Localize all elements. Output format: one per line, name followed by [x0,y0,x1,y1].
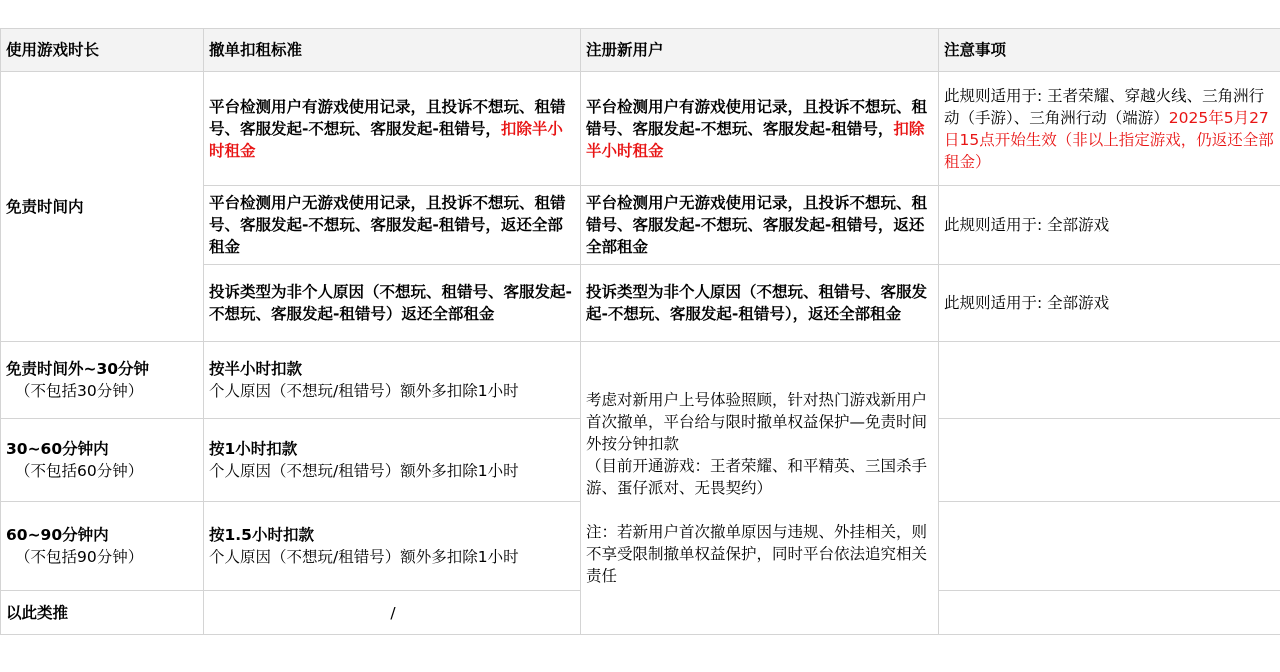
newuser-note-gap [586,499,935,521]
r4-notes [939,342,1280,419]
rules-table [0,28,1280,635]
free-r2-newuser: 平台检测用户无游戏使用记录，且投诉不想玩、租错号、客服发起-不想玩、客服发起-租错号，返还全部租金 [581,186,939,265]
r4-deduction [204,342,581,419]
r6-duration [1,502,204,591]
free-r1-deduction [204,72,581,186]
free-r2-deduction: 平台检测用户无游戏使用记录，且投诉不想玩、租错号、客服发起-不想玩、客服发起-租错号，返还全部租金 [204,186,581,265]
free-r1-newuser [581,72,939,186]
free-r3-newuser: 投诉类型为非个人原因（不想玩、租错号、客服发起-不想玩、客服发起-租错号），返还全部租金 [581,265,939,342]
r7-duration-label: 以此类推 [1,591,204,635]
r6-duration-sub: （不包括90分钟） [15,548,144,566]
table-row [1,342,1280,419]
r6-deduction [204,502,581,591]
r5-deduction-text: 个人原因（不想玩/租错号）额外多扣除1小时 [209,462,519,480]
header-new-user: 注册新用户 [581,29,939,72]
r5-deduction-title: 按1小时扣款 [209,440,298,458]
rules-table-sheet [0,28,1280,635]
r6-notes [939,502,1280,591]
free-r3-deduction: 投诉类型为非个人原因（不想玩、租错号、客服发起-不想玩、客服发起-租错号）返还全部租金 [204,265,581,342]
r5-duration [1,419,204,502]
free-r3-notes: 此规则适用于: 全部游戏 [939,265,1280,342]
free-r1-deduction-text: 平台检测用户有游戏使用记录，且投诉不想玩、租错号、客服发起-不想玩、客服发起-租错号， [209,97,566,138]
header-notes: 注意事项 [939,29,1280,72]
table-row [1,72,1280,186]
r6-deduction-title: 按1.5小时扣款 [209,526,314,544]
header-duration: 使用游戏时长 [1,29,204,72]
header-row [1,29,1280,72]
newuser-note-p2: （目前开通游戏：王者荣耀、和平精英、三国杀手游、蛋仔派对、无畏契约） [586,457,928,497]
r6-duration-label: 60~90分钟内 [6,526,109,544]
r4-duration-sub: （不包括30分钟） [15,382,144,400]
free-r1-newuser-text: 平台检测用户有游戏使用记录，且投诉不想玩、租错号、客服发起-不想玩、客服发起-租错号， [586,97,928,138]
r4-duration-label: 免责时间外~30分钟 [6,360,150,378]
free-r1-newuser-highlight: 扣除半小时租金 [586,119,925,160]
free-r1-notes-highlight: 2025年5月27日15点开始生效（非以上指定游戏，仍返还全部租金） [944,108,1274,171]
r6-deduction-text: 个人原因（不想玩/租错号）额外多扣除1小时 [209,548,519,566]
r7-notes [939,591,1280,635]
free-r1-notes-text: 此规则适用于: 王者荣耀、穿越火线、三角洲行动（手游）、三角洲行动（端游） [944,86,1265,127]
free-r2-notes: 此规则适用于: 全部游戏 [939,186,1280,265]
r4-duration [1,342,204,419]
r7-deduction: / [204,591,581,635]
r4-deduction-title: 按半小时扣款 [209,360,303,378]
r5-duration-sub: （不包括60分钟） [15,462,144,480]
r5-duration-label: 30~60分钟内 [6,440,109,458]
r5-notes [939,419,1280,502]
newuser-note-p1: 考虑对新用户上号体验照顾，针对热门游戏新用户首次撤单，平台给与限时撤单权益保护—免责时间外按分钟扣款 [586,391,928,453]
free-period-label: 免责时间内 [1,72,204,342]
newuser-note-p3: 注：若新用户首次撤单原因与违规、外挂相关，则不享受限制撤单权益保护，同时平台依法追究相关责任 [586,523,928,585]
header-deduction-standard: 撤单扣租标准 [204,29,581,72]
r4-deduction-text: 个人原因（不想玩/租错号）额外多扣除1小时 [209,382,519,400]
r5-deduction [204,419,581,502]
free-r1-deduction-highlight: 扣除半小时租金 [209,119,563,160]
newuser-note [581,342,939,635]
free-r1-notes [939,72,1280,186]
